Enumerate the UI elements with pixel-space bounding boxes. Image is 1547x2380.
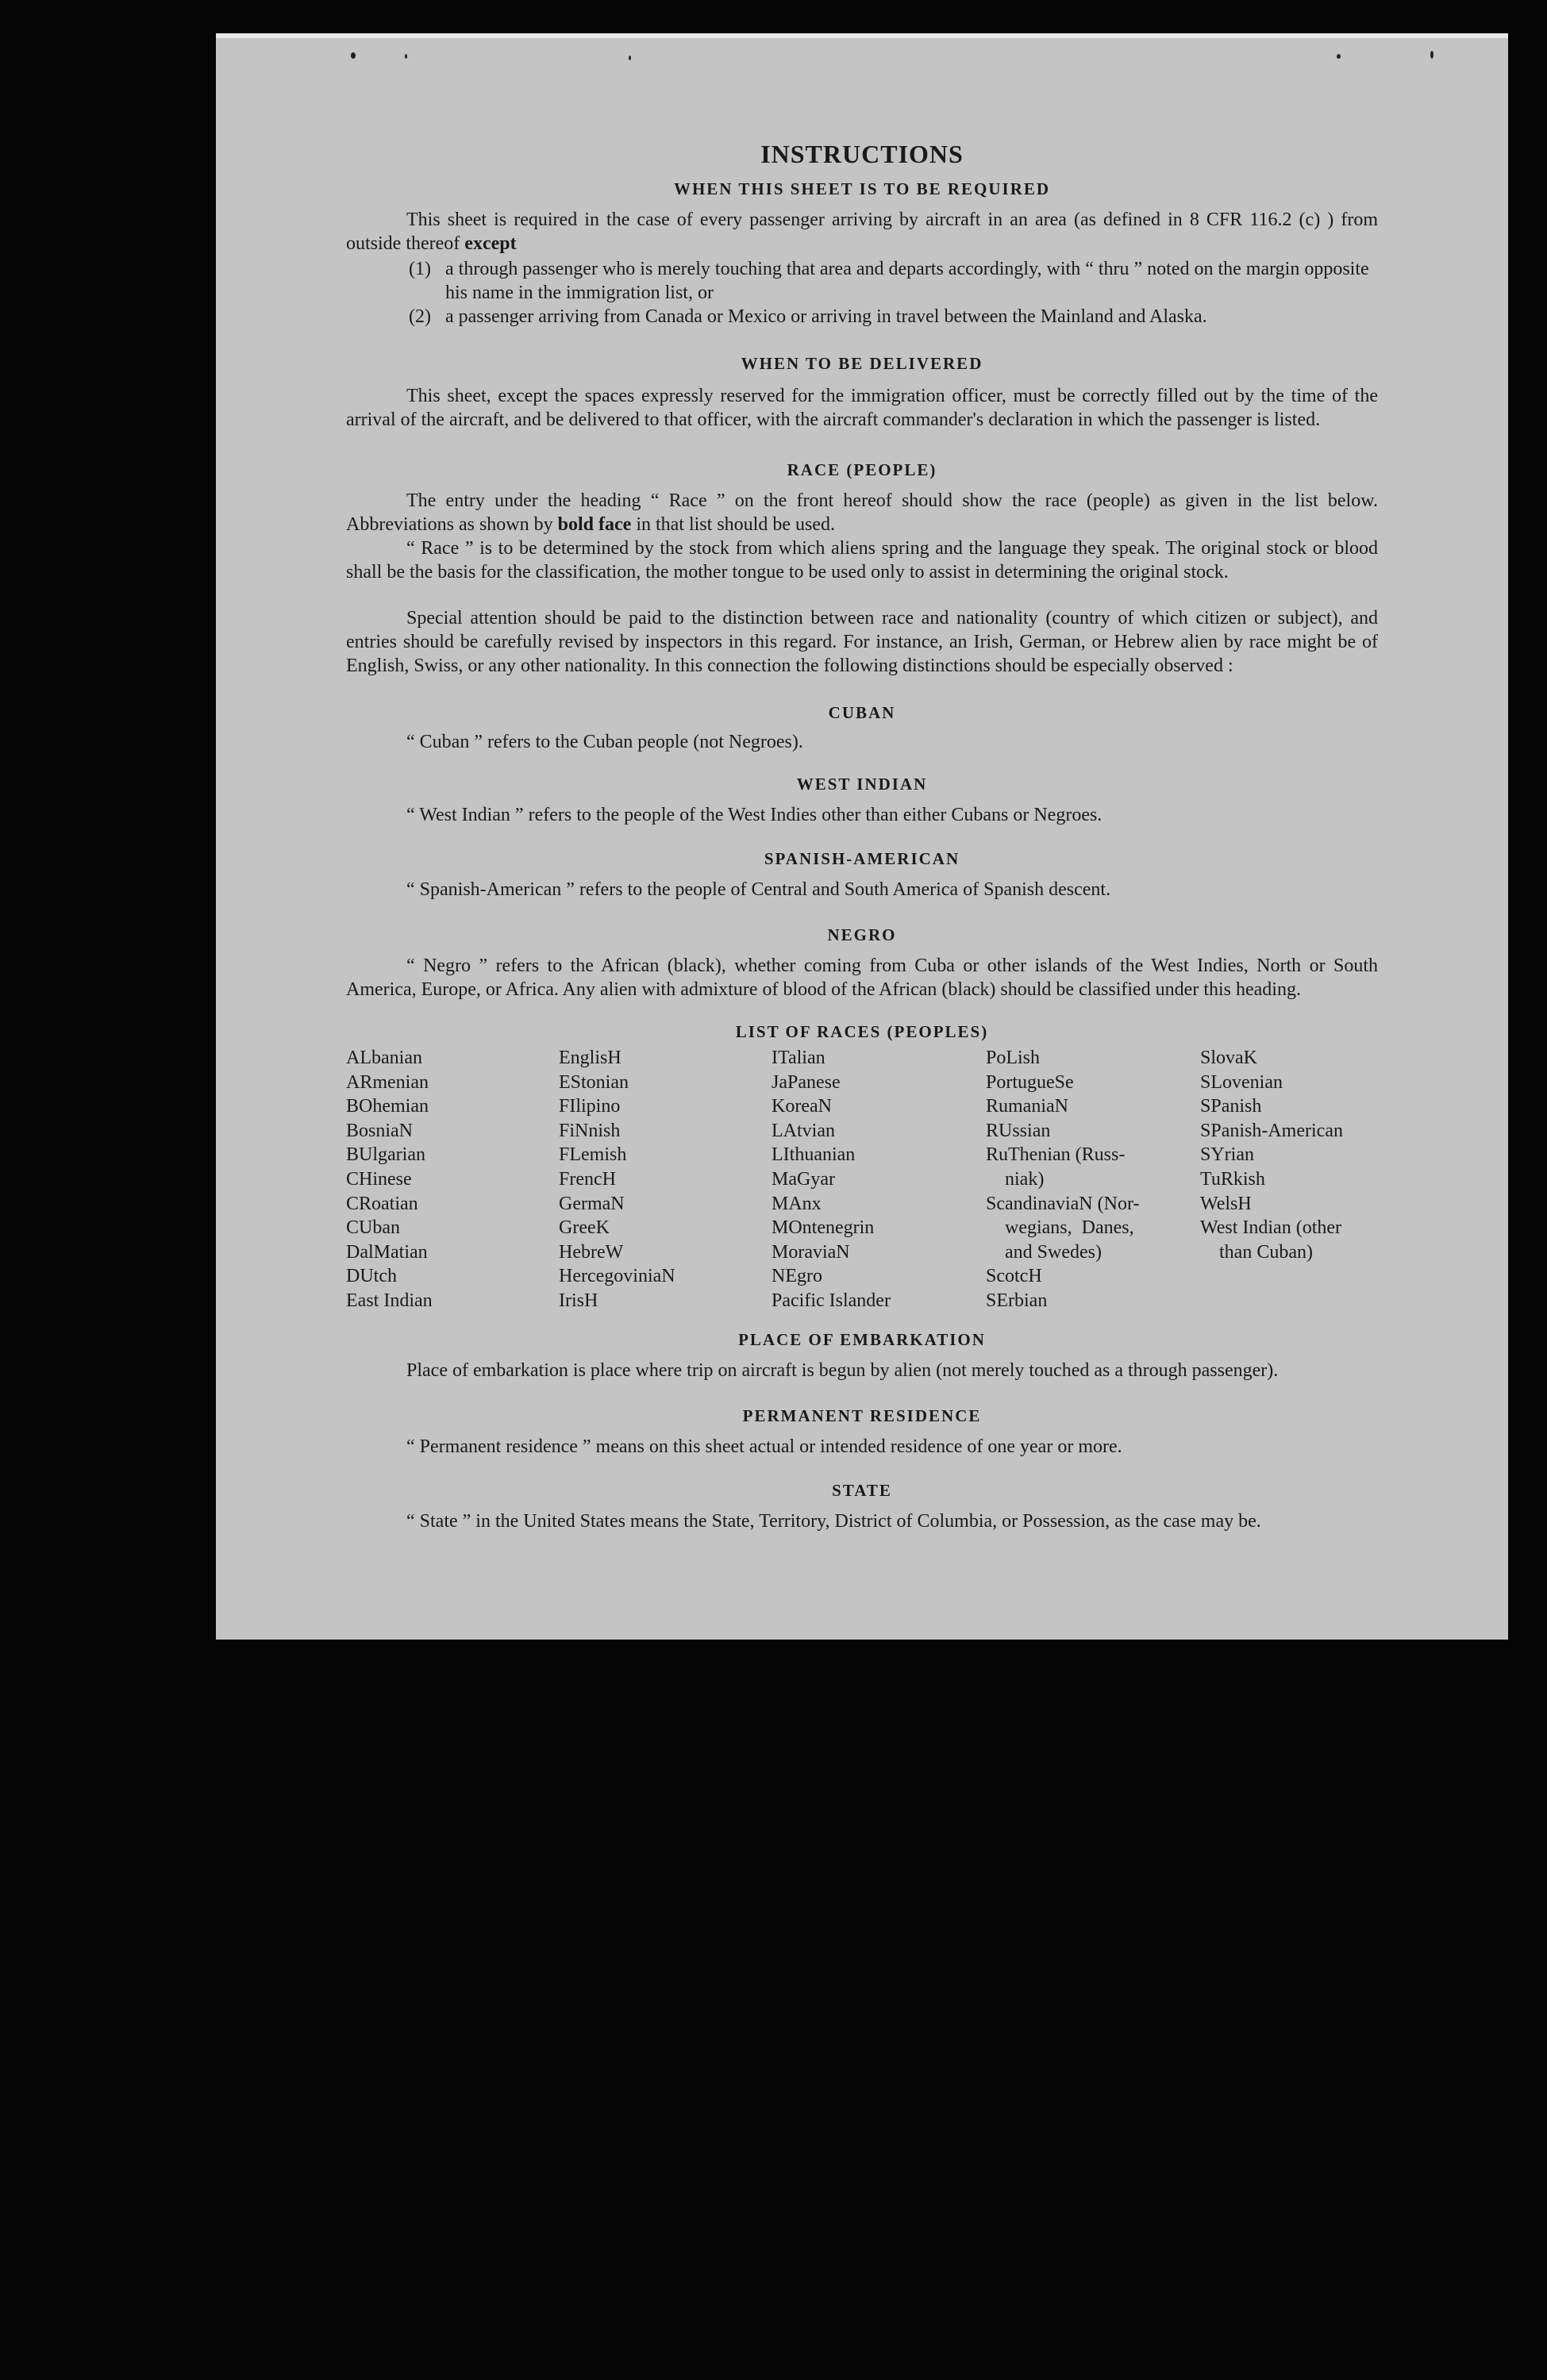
scan-speck <box>351 52 356 59</box>
scan-speck <box>405 54 407 59</box>
race-entry: FLemish <box>559 1144 627 1166</box>
race-entry: SLovenian <box>1200 1071 1283 1093</box>
race-entry: PortugueSe <box>986 1071 1074 1093</box>
race-entry: SPanish-American <box>1200 1120 1343 1141</box>
race-entry: DUtch <box>346 1266 397 1287</box>
race-entry: SErbian <box>986 1290 1048 1311</box>
race-entry: PoLish <box>986 1048 1041 1068</box>
cuban-text: “ Cuban ” refers to the Cuban people (not Negroes). <box>406 732 803 752</box>
race-entry: LAtvian <box>772 1120 835 1141</box>
race-paragraph-2: “ Race ” is to be determined by the stock from which aliens spring and the language they speak. The original stock or blood shall be the basis for the classification, the mother tongue to be used only to assist in determining the original stock. <box>346 538 1378 583</box>
race-paragraph-1 <box>346 489 1378 536</box>
races-column-1 <box>346 1046 433 1313</box>
race-entry: KoreaN <box>772 1096 832 1117</box>
race-entry: MaGyar <box>772 1168 835 1190</box>
race-entry: CUban <box>346 1217 400 1239</box>
race-entry: ALbanian <box>346 1048 422 1068</box>
section-title-list-of-races: LIST OF RACES (PEOPLES) <box>735 1022 989 1041</box>
race-entry: ScandinaviaN (Nor- <box>986 1193 1140 1214</box>
race-entry: FrencH <box>559 1168 616 1190</box>
race-entry: BUlgarian <box>346 1144 425 1166</box>
spanish-american-text: “ Spanish-American ” refers to the people of Central and South America of Spanish descent. <box>406 879 1111 900</box>
race-entry: ScotcH <box>986 1266 1042 1287</box>
race-entry: HercegoviniaN <box>559 1266 675 1287</box>
race-entry: HebreW <box>559 1241 624 1263</box>
section-title-cuban: CUBAN <box>828 703 896 722</box>
section-title-delivered: WHEN TO BE DELIVERED <box>741 354 983 373</box>
required-intro-text: This sheet is required in the case of every passenger arriving by aircraft in an area (as defined in 8 CFR 116.2 (c) ) from outside thereof <box>346 210 1378 254</box>
section-title-west-indian: WEST INDIAN <box>796 775 928 794</box>
race-p1-bold: bold face <box>557 514 632 535</box>
required-intro <box>346 208 1378 256</box>
embarkation-text: Place of embarkation is place where trip on aircraft is begun by alien (not merely touched as a through passenger). <box>406 1360 1279 1381</box>
race-entry: GreeK <box>559 1217 610 1239</box>
race-entry: IrisH <box>559 1290 598 1311</box>
race-p1-a: The entry under the heading “ Race ” on the front hereof should show the race (people) as given in the list below. Abbreviations as shown by <box>346 490 1378 535</box>
race-entry: WelsH <box>1200 1193 1252 1214</box>
race-entry: ARmenian <box>346 1071 429 1093</box>
race-entry: ITalian <box>772 1048 825 1068</box>
race-p1-b: in that list should be used. <box>636 514 835 535</box>
section-title-required: WHEN THIS SHEET IS TO BE REQUIRED <box>673 179 1051 198</box>
race-entry: BOhemian <box>346 1096 429 1117</box>
race-entry: MAnx <box>772 1193 822 1214</box>
section-title-race: RACE (PEOPLE) <box>787 460 937 479</box>
race-entry: East Indian <box>346 1290 433 1311</box>
race-entry: FiNnish <box>559 1120 621 1141</box>
race-entry: LIthuanian <box>772 1144 856 1166</box>
section-title-embarkation: PLACE OF EMBARKATION <box>738 1330 986 1349</box>
race-entry: MOntenegrin <box>772 1217 875 1239</box>
required-intro-bold: except <box>464 233 517 254</box>
races-column-3 <box>772 1046 891 1313</box>
race-entry: MoraviaN <box>772 1241 850 1263</box>
section-title-spanish-american: SPANISH-AMERICAN <box>764 849 960 868</box>
section-title-state: STATE <box>832 1481 892 1500</box>
race-entry-continued: than Cuban) <box>1219 1241 1313 1263</box>
scan-speck <box>1337 54 1341 59</box>
permanent-residence-text: “ Permanent residence ” means on this sheet actual or intended residence of one year or more. <box>406 1436 1122 1457</box>
race-entry: West Indian (other <box>1200 1217 1342 1239</box>
page-title: INSTRUCTIONS <box>760 140 964 168</box>
required-item-2 <box>409 305 1379 329</box>
race-entry: JaPanese <box>772 1071 841 1093</box>
race-paragraph-3: Special attention should be paid to the distinction between race and nationality (country of which citizen or subject), and entries should be carefully revised by inspectors in this regard. For instance, an Irish, German, or Hebrew alien by race might be of English, Swiss, or any other nationality. In this connection the following distinctions should be especially observed : <box>346 608 1378 676</box>
west-indian-text: “ West Indian ” refers to the people of the West Indies other than either Cubans or Negroes. <box>406 805 1103 825</box>
scan-speck <box>629 56 631 60</box>
race-entry: FIlipino <box>559 1096 621 1117</box>
state-text: “ State ” in the United States means the State, Territory, District of Columbia, or Possession, as the case may be. <box>406 1511 1261 1532</box>
section-title-permanent-residence: PERMANENT RESIDENCE <box>742 1406 982 1425</box>
section-title-negro: NEGRO <box>827 925 897 944</box>
negro-text: “ Negro ” refers to the African (black), whether coming from Cuba or other islands of the West Indies, North or South America, Europe, or Africa. Any alien with admixture of blood of the African (black) should be classified under this heading. <box>346 955 1378 1000</box>
race-entry: EStonian <box>559 1071 629 1093</box>
race-entry: RuThenian (Russ- <box>986 1144 1126 1166</box>
race-entry: Pacific Islander <box>772 1290 891 1311</box>
race-entry: CRoatian <box>346 1193 418 1214</box>
race-entry: BosniaN <box>346 1120 413 1141</box>
race-entry: RUssian <box>986 1120 1051 1141</box>
instruction-sheet <box>216 33 1508 1640</box>
scan-speck <box>1430 51 1433 59</box>
race-entry: GermaN <box>559 1193 625 1214</box>
delivered-text: This sheet, except the spaces expressly reserved for the immigration officer, must be correctly filled out by the time of the arrival of the aircraft, and be delivered to that officer, with the aircraft commander's declaration in which the passenger is listed. <box>346 386 1378 430</box>
race-entry: EnglisH <box>559 1048 621 1068</box>
required-item-1 <box>409 257 1379 305</box>
race-entry: NEgro <box>772 1266 822 1287</box>
item-number: (2) <box>409 306 431 327</box>
race-entry: RumaniaN <box>986 1096 1068 1117</box>
races-column-4 <box>986 1046 1139 1313</box>
race-entry-continued: niak) <box>1005 1168 1045 1190</box>
races-column-2 <box>559 1046 675 1313</box>
race-entry: SYrian <box>1200 1144 1254 1166</box>
race-entry-continued: wegians, Danes, <box>1005 1217 1134 1239</box>
races-column-5 <box>1200 1046 1343 1264</box>
race-entry: TuRkish <box>1200 1168 1265 1190</box>
item-number: (1) <box>409 259 431 279</box>
race-entry: DalMatian <box>346 1241 428 1263</box>
item-text: a through passenger who is merely touching that area and departs accordingly, with “ thru ” noted on the margin opposite his name in the immigration list, or <box>445 259 1369 303</box>
race-entry-continued: and Swedes) <box>1005 1241 1102 1263</box>
item-text: a passenger arriving from Canada or Mexico or arriving in travel between the Mainland and Alaska. <box>445 306 1207 327</box>
race-entry: SlovaK <box>1200 1048 1257 1068</box>
race-entry: SPanish <box>1200 1096 1262 1117</box>
race-entry: CHinese <box>346 1168 412 1190</box>
